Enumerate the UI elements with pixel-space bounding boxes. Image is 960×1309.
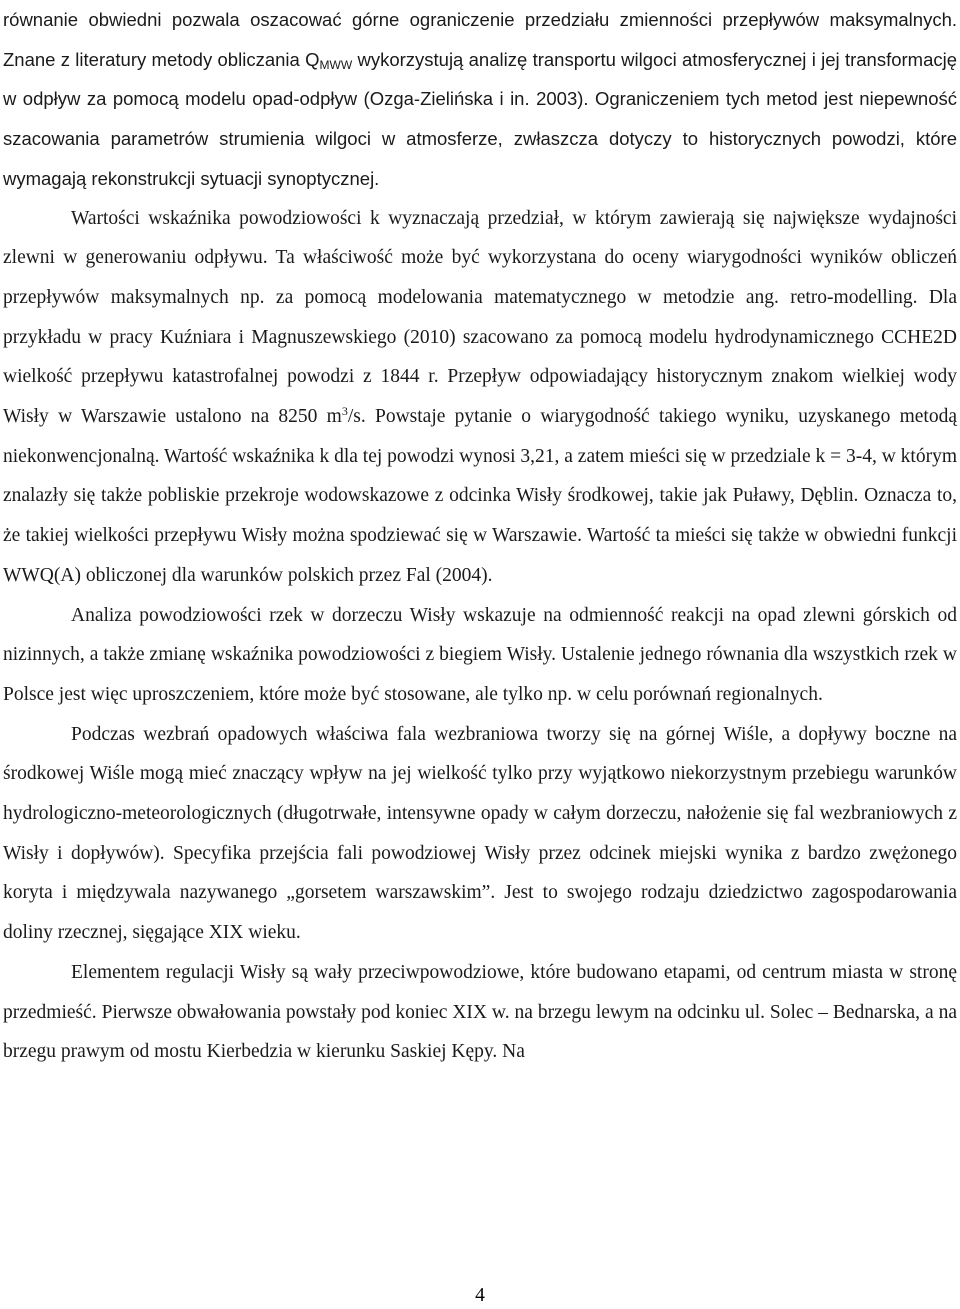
p2-text-a: Wartości wskaźnika powodziowości k wyznaczają przedział, w którym zawierają się największe wydajności zlewni w generowaniu odpływu. Ta właściwość może być wykorzystana do oceny wiarygodności wyników obliczeń przepływów maksymalnych np. za pomocą modelowania matematycznego w metodzie ang. retro-modelling. Dla przykładu w pracy Kuźniara i Magnuszewskiego (2010) szacowano za pomocą modelu hydrodynamicznego CCHE2D wielkość przepływu katastrofalnej powodzi z 1844 r. Przepływ odpowiadający historycznym znakom wielkiej wody Wisły w Warszawie ustalono na 8250 m [3,207,957,428]
p1-line-6: synoptycznej. [267,167,380,189]
page-number: 4 [475,1285,485,1306]
q-subscript: MWW [319,57,353,72]
paragraph-1 [3,0,957,199]
paragraph-2 [3,199,957,596]
p1-line-4: 2003). Ograniczeniem tych metod jest niepewność szacowania parametrów strumienia wilgoci w [3,88,958,150]
p1-line-3: atmosferycznej i jej transformację w odpływ za pomocą modelu opad-odpływ (Ozga-Zielińska i in. [3,48,958,110]
p1-line-2a: maksymalnych. Znane z literatury metody obliczania Q [3,9,958,70]
p2-text-b: /s. Powstaje pytanie o wiarygodność takiego wyniku, uzyskanego metodą niekonwencjonalną. Wartość wskaźnika k dla tej powodzi wynosi 3,21, a zatem mieści się w przedziale k = 3-4, w którym znalazły się także pobliskie przekroje wodowskazowe z odcinka Wisły środkowej, takie jak Puławy, Dęblin. Oznacza to, że takiej wielkości przepływu Wisły można spodziewać się w Warszawie. Wartość ta mieści się także w obwiedni funkcji WWQ(A) obliczonej dla warunków polskich przez Fal (2004). [3,406,958,586]
cubic-superscript: 3 [341,404,348,419]
paragraph-5: Elementem regulacji Wisły są wały przeciwpowodziowe, które budowano etapami, od centrum miasta w stronę przedmieść. Pierwsze obwałowania powstały pod koniec XIX w. na brzegu lewym na odcinku ul. Solec – Bednarska, a na brzegu prawym od mostu Kierbedzia w kierunku Saskiej Kępy. Na [3,961,957,1063]
p1-line-1: równanie obwiedni pozwala oszacować górne ograniczenie przedziału zmienności przepływów [3,9,820,30]
p1-line-2b: wykorzystują analizę transportu wilgoci [352,48,677,70]
document-body [3,0,957,1072]
paragraph-4: Podczas wezbrań opadowych właściwa fala wezbraniowa tworzy się na górnej Wiśle, a dopływy boczne na środkowej Wiśle mogą mieć znaczący wpływ na jej wielkość tylko przy wyjątkowo niekorzystnym przebiegu warunków hydrologiczno-meteorologicznych (długotrwałe, intensywne opady w całym dorzeczu, nałożenie się fal wezbraniowych z Wisły i dopływów). Specyfika przejścia fali powodziowej Wisły przez odcinek miejski wynika z bardzo zwężonego koryta i międzywala nazywanego „gorsetem warszawskim”. Jest to swojego rodzaju dziedzictwo zagospodarowania doliny rzecznej, sięgające XIX wieku. [3,723,957,944]
p1-line-5: atmosferze, zwłaszcza dotyczy to historycznych powodzi, które wymagają rekonstrukcji sytuacji [3,128,957,189]
paragraph-3: Analiza powodziowości rzek w dorzeczu Wisły wskazuje na odmienność reakcji na opad zlewni górskich od nizinnych, a także zmianę wskaźnika powodziowości z biegiem Wisły. Ustalenie jednego równania dla wszystkich rzek w Polsce jest więc uproszczeniem, które może być stosowane, ale tylko np. w celu porównań regionalnych. [3,604,957,705]
